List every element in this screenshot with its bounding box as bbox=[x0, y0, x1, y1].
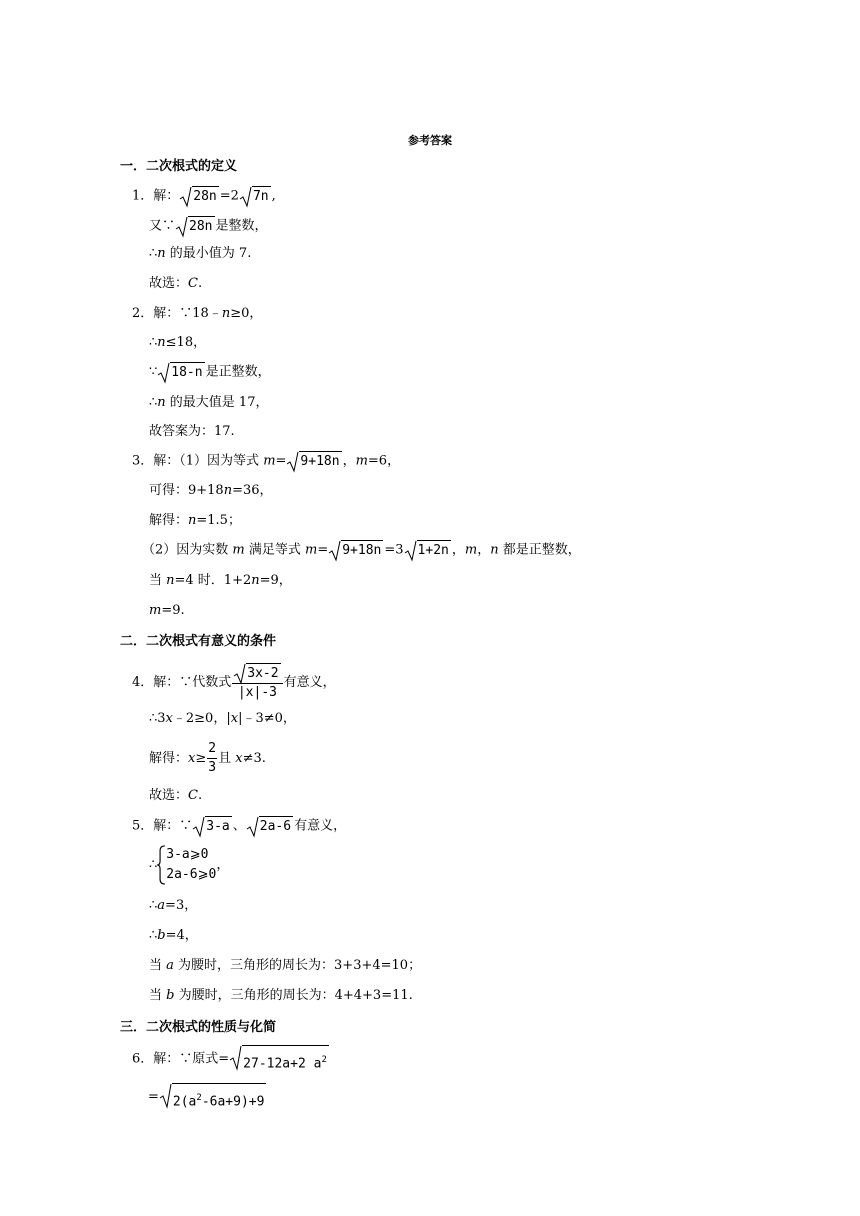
radical: 27-12a+2 $a^2$ bbox=[229, 1045, 329, 1073]
radical: 3-a bbox=[192, 816, 231, 836]
problem-4-line-4: 故选：C. bbox=[149, 788, 203, 803]
problem-4-line-2: ∴3x﹣2≥0，|x|﹣3≠0， bbox=[149, 711, 296, 726]
radical: 9+18n bbox=[286, 451, 341, 471]
problem-6-line-1: 6．解：∵原式= 27-12a+2 $a^2$ bbox=[132, 1045, 330, 1073]
section-heading-3: 三．二次根式的性质与化简 bbox=[120, 1020, 277, 1035]
problem-4-line-1: 4．解：∵代数式 $\frac{3x-2}{|x|-3}$ 有意义， bbox=[132, 663, 336, 702]
problem-5-line-5: 当 a 为腰时，三角形的周长为：3+3+4=10； bbox=[149, 958, 422, 973]
radical: 3x-2 bbox=[233, 663, 280, 683]
problem-5-line-3: ∴a=3， bbox=[149, 898, 198, 913]
problem-4-line-3: 解得：x≥ $\frac{2}{3}$ 且 x≠3. bbox=[149, 741, 266, 775]
section-heading-2: 二．二次根式有意义的条件 bbox=[120, 634, 277, 649]
problem-3-line-1: 3．解：（1）因为等式 m= 9+18n ，m=6， bbox=[132, 451, 400, 471]
page-title: 参考答案 bbox=[408, 134, 452, 147]
radical: 28n bbox=[175, 216, 214, 236]
problem-1-line-2: 又∵ 28n 是整数， bbox=[149, 216, 268, 236]
problem-5-line-6: 当 b 为腰时，三角形的周长为：4+4+3=11. bbox=[149, 988, 413, 1003]
problem-1-line-4: 故选：C. bbox=[149, 276, 203, 291]
problem-2-line-5: 故答案为：17. bbox=[149, 424, 235, 439]
radical: 9+18n bbox=[328, 540, 383, 560]
fraction: $\frac{2}{3}$ bbox=[208, 741, 217, 775]
problem-5-line-1: 5．解：∵ 3-a 、 2a-6 有意义， bbox=[132, 816, 346, 836]
radical: $2(a^2-6a+9)+9$ bbox=[159, 1083, 267, 1111]
problem-3-line-5: 当 n=4 时．1+2n=9， bbox=[149, 573, 292, 588]
problem-3-line-4: （2）因为实数 m 满足等式 m= 9+18n =3 1+2n ，m，n 都是正整数， bbox=[142, 540, 581, 560]
problem-5-line-2: ∴ 3-a⩾0 2a-6⩾0 ， bbox=[149, 845, 229, 885]
problem-1-line-1: 1．解： 28n =2 7n , bbox=[132, 186, 276, 206]
radical: 2a-6 bbox=[246, 816, 293, 836]
problem-2-line-4: ∴n 的最大值是 17， bbox=[149, 395, 269, 410]
fraction: $\frac{3x-2}{|x|-3}$ bbox=[232, 663, 282, 702]
radical: 7n bbox=[239, 186, 271, 206]
radical: 18-n bbox=[157, 362, 204, 382]
problem-2-line-3: ∵ 18-n 是正整数， bbox=[149, 362, 271, 382]
radical: 28n bbox=[179, 186, 218, 206]
problem-6-line-2: = $2(a^2-6a+9)+9$ bbox=[148, 1083, 267, 1111]
problem-2-line-1: 2．解：∵18﹣n≥0， bbox=[132, 306, 263, 321]
problem-3-line-2: 可得：9+18n=36， bbox=[149, 483, 273, 498]
problem-3-line-6: m=9. bbox=[149, 603, 185, 618]
problem-1-line-3: ∴n 的最小值为 7. bbox=[149, 246, 252, 261]
problem-2-line-2: ∴n≤18， bbox=[149, 335, 207, 350]
radical: 1+2n bbox=[404, 540, 451, 560]
system-brace: 3-a⩾0 2a-6⩾0 bbox=[157, 845, 216, 885]
problem-5-line-4: ∴b=4， bbox=[149, 928, 198, 943]
section-heading-1: 一．二次根式的定义 bbox=[120, 159, 238, 174]
problem-3-line-3: 解得：n=1.5； bbox=[149, 513, 241, 528]
